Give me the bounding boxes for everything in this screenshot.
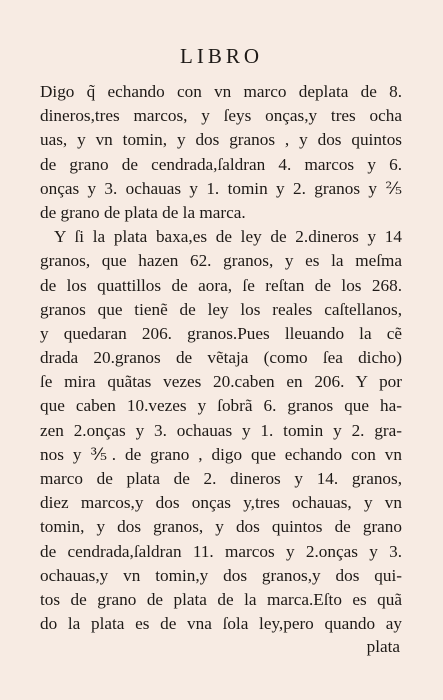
text-line: ſe mira quãtas vezes 20.caben en 206. Y por	[40, 372, 402, 392]
text-line: que caben 10.vezes y ſobrã 6. granos que ha-	[40, 396, 402, 416]
text-line: tomin, y dos granos, y dos quintos de grano	[40, 517, 402, 537]
text-line: do la plata es de vna ſola ley,pero quando ay	[40, 614, 402, 634]
text-line: onças y 3. ochauas y 1. tomin y 2. granos y ⅖	[40, 178, 402, 198]
text-line: de grano de cendrada,ſaldran 4. marcos y 6.	[40, 154, 402, 174]
text-line: drada 20.granos de vẽtaja (como ſea dicho)	[40, 348, 402, 368]
text-line: dineros,tres marcos, y ſeys onças,y tres ocha	[40, 106, 402, 126]
text-line: Y ſi la plata baxa,es de ley de 2.dineros y 14	[54, 227, 402, 247]
paragraph-1	[40, 80, 402, 225]
paragraph-2	[40, 225, 402, 636]
text-line: ochauas,y vn tomin,y dos granos,y dos qui-	[40, 565, 402, 585]
text-line: de cendrada,ſaldran 11. marcos y 2.onças y 3.	[40, 541, 402, 561]
text-line: diez marcos,y dos onças y,tres ochauas, y vn	[40, 493, 402, 513]
text-line: de los quattillos de aora, ſe reſtan de los 268.	[40, 275, 402, 295]
text-line: tos de grano de plata de la marca.Eſto es quã	[40, 589, 402, 609]
text-line: nos y ⅗. de grano , digo que echando con vn	[40, 444, 402, 464]
running-head: LIBRO	[180, 44, 263, 68]
text-line: uas, y vn tomin, y dos granos , y dos quintos	[40, 130, 402, 150]
text-line: zen 2.onças y 3. ochauas y 1. tomin y 2. gra-	[40, 420, 402, 440]
text-line: y quedaran 206. granos.Pues lleuando la cẽ	[40, 323, 402, 343]
catchword: plata	[366, 637, 400, 656]
text-line: Digo q̃ echando con vn marco deplata de 8.	[40, 82, 402, 101]
text-line: granos que tienẽ de ley los reales caſtellanos,	[40, 299, 402, 319]
body-text	[40, 80, 402, 636]
text-line: de grano de plata de la marca.	[40, 202, 246, 222]
text-line: marco de plata de 2. dineros y 14. granos,	[40, 469, 402, 488]
text-line: granos, que hazen 62. granos, y es la meſma	[40, 251, 402, 271]
